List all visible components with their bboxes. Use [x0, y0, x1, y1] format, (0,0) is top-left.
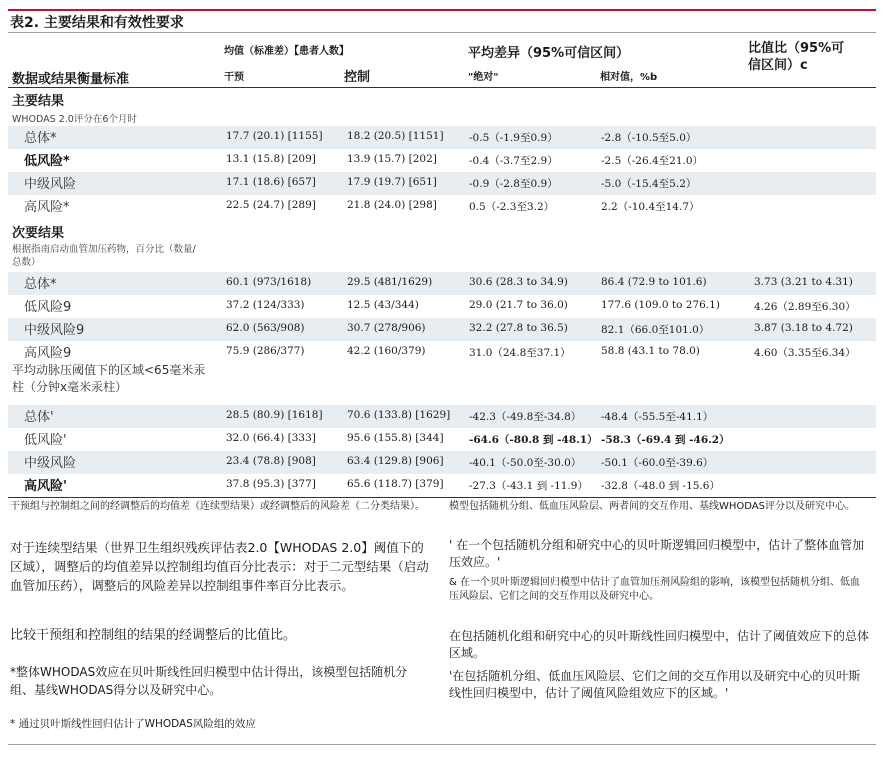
- row-label: 总体': [24, 410, 54, 425]
- footnote-b: 对于连续型结果（世界卫生组织残疾评估表2.0【WHODAS 2.0】阈值下的区域），调整后的均值差异以控制组均值百分比表示：对于二元型结果（启动血管加压药），调整后的风险差异以控制组事件率百分比表示。: [10, 540, 429, 593]
- header-intervention: 干预: [224, 72, 244, 83]
- table-cell-abs: 29.0 (21.7 to 36.0): [469, 299, 568, 311]
- table-row: [8, 195, 876, 218]
- header-odds-ratio: 比值比（95%可信区间）c: [748, 41, 845, 73]
- table-cell-ctl: 30.7 (278/906): [347, 322, 426, 334]
- table-cell-ctl: 21.8 (24.0) [298]: [347, 199, 437, 211]
- table-row: [8, 149, 876, 172]
- table-cell-or: 4.26（2.89至6.30）: [754, 301, 856, 313]
- section-primary: 主要结果: [12, 94, 65, 109]
- row-label: 高风险9: [24, 346, 72, 361]
- table-row: [8, 451, 876, 474]
- table-cell-abs: -0.9（-2.8至0.9）: [469, 178, 558, 190]
- header-absolute: "绝对": [468, 72, 499, 83]
- section-secondary: 次要结果: [12, 226, 65, 241]
- table-title: 表2. 主要结果和有效性要求: [10, 15, 184, 31]
- table-cell-int: 17.7 (20.1) [1155]: [226, 130, 323, 142]
- table-cell-int: 28.5 (80.9) [1618]: [226, 409, 323, 421]
- table-cell-int: 62.0 (563/908): [226, 322, 305, 334]
- footnote-d: *整体WHODAS效应在贝叶斯线性回归模型中估计得出，该模型包括随机分组、基线WHODAS得分以及研究中心。: [10, 665, 408, 697]
- table-cell-or: 3.73 (3.21 to 4.31): [754, 276, 853, 288]
- table-bottom-rule: [8, 497, 876, 498]
- table-cell-rel: -2.5（-26.4至21.0）: [601, 155, 704, 167]
- table-cell-int: 23.4 (78.8) [908]: [226, 455, 316, 467]
- table-cell-or: 3.87 (3.18 to 4.72): [754, 322, 853, 334]
- table-cell-rel: -48.4（-55.5至-41.1）: [601, 411, 714, 423]
- table-cell-abs: 30.6 (28.3 to 34.9): [469, 276, 568, 288]
- table-row: [8, 295, 876, 318]
- row-label: 中级风险: [24, 177, 77, 192]
- table-cell-rel: -58.3（-69.4 到 -46.2）: [601, 434, 730, 446]
- table-cell-abs: -27.3（-43.1 到 -11.9）: [469, 480, 588, 492]
- table-cell-ctl: 70.6 (133.8) [1629]: [347, 409, 451, 421]
- table-cell-ctl: 18.2 (20.5) [1151]: [347, 130, 444, 142]
- table-cell-or: 4.60（3.35至6.34）: [754, 347, 856, 359]
- table-cell-ctl: 17.9 (19.7) [651]: [347, 176, 437, 188]
- table-row: [8, 126, 876, 149]
- header-mean-difference: 平均差异（95%可信区间）: [468, 46, 630, 61]
- page-end-rule: [8, 744, 876, 745]
- secondary-subtitle-vasopressor: 根据指南启动血管加压药物，百分比（数量/总数）: [12, 244, 196, 268]
- secondary-subtitle-map: 平均动脉压阈值下的区域<65毫米汞柱（分钟x毫米汞柱）: [12, 363, 206, 394]
- table-cell-ctl: 63.4 (129.8) [906]: [347, 455, 444, 467]
- table-cell-abs: -0.5（-1.9至0.9）: [469, 132, 558, 144]
- primary-subtitle: WHODAS 2.0评分在6个月时: [12, 114, 137, 125]
- header-measure: 数据或结果衡量标准: [12, 72, 130, 87]
- table-cell-abs: -0.4（-3.7至2.9）: [469, 155, 558, 167]
- table-cell-rel: 58.8 (43.1 to 78.0): [601, 345, 700, 357]
- header-mean-sd-n: 均值（标准差）【患者人数】: [224, 46, 349, 57]
- table-row: [8, 474, 876, 497]
- title-rule: [8, 32, 876, 33]
- row-label: 高风险*: [24, 200, 70, 215]
- row-label: 中级风险9: [24, 323, 85, 338]
- table-cell-int: 37.8 (95.3) [377]: [226, 478, 316, 490]
- table-cell-rel: -32.8（-48.0 到 -15.6）: [601, 480, 720, 492]
- table-cell-ctl: 65.6 (118.7) [379]: [347, 478, 444, 490]
- row-label: 高风险': [24, 479, 67, 494]
- table-cell-rel: -5.0（-15.4至5.2）: [601, 178, 697, 190]
- table-cell-abs: -42.3（-49.8至-34.8）: [469, 411, 582, 423]
- footnote-j: '在包括随机分组、低血压风险层、它们之间的交互作用以及研究中心的贝叶斯线性回归模型中，估计了阈值风险组效应下的区域。': [449, 669, 861, 700]
- header-relative: 相对值，%b: [600, 72, 658, 83]
- row-label: 中级风险: [24, 456, 77, 471]
- row-label: 低风险*: [24, 154, 70, 169]
- table-cell-int: 17.1 (18.6) [657]: [226, 176, 316, 188]
- table-cell-ctl: 29.5 (481/1629): [347, 276, 433, 288]
- header-rule: [8, 87, 876, 88]
- table-cell-abs: -64.6（-80.8 到 -48.1）: [469, 434, 598, 446]
- table-cell-ctl: 42.2 (160/379): [347, 345, 426, 357]
- table-cell-int: 32.0 (66.4) [333]: [226, 432, 316, 444]
- table-cell-rel: 82.1（66.0至101.0）: [601, 324, 710, 336]
- table-cell-int: 13.1 (15.8) [209]: [226, 153, 316, 165]
- table-row: [8, 172, 876, 195]
- table-cell-abs: 31.0（24.8至37.1）: [469, 347, 571, 359]
- table-cell-abs: -40.1（-50.0至-30.0）: [469, 457, 582, 469]
- table-cell-rel: 86.4 (72.9 to 101.6): [601, 276, 707, 288]
- row-label: 低风险': [24, 433, 67, 448]
- footnote-a: 干预组与控制组之间的经调整后的均值差（连续型结果）或经调整后的风险差（二分类结果）。: [10, 501, 425, 512]
- footnote-i: 在包括随机化组和研究中心的贝叶斯线性回归模型中，估计了阈值效应下的总体区域。: [449, 629, 870, 660]
- row-label: 总体*: [24, 277, 57, 292]
- table-row: [8, 428, 876, 451]
- table-cell-int: 22.5 (24.7) [289]: [226, 199, 316, 211]
- top-rule: [8, 9, 876, 11]
- table-cell-abs: 32.2 (27.8 to 36.5): [469, 322, 568, 334]
- table-cell-rel: 177.6 (109.0 to 276.1): [601, 299, 720, 311]
- table-cell-abs: 0.5（-2.3至3.2）: [469, 201, 555, 213]
- table-row: [8, 405, 876, 428]
- table-cell-int: 75.9 (286/377): [226, 345, 305, 357]
- footnote-c: 比较干预组和控制组的结果的经调整后的比值比。: [10, 628, 297, 643]
- table-row: [8, 272, 876, 295]
- table-row: [8, 318, 876, 341]
- table-cell-int: 37.2 (124/333): [226, 299, 305, 311]
- footnote-f: 模型包括随机分组、低血压风险层、两者间的交互作用、基线WHODAS评分以及研究中心。: [449, 501, 855, 512]
- table-cell-rel: -2.8（-10.5至5.0）: [601, 132, 697, 144]
- row-label: 低风险9: [24, 300, 72, 315]
- header-control: 控制: [344, 70, 371, 85]
- table-cell-ctl: 13.9 (15.7) [202]: [347, 153, 437, 165]
- footnote-g: ' 在一个包括随机分组和研究中心的贝叶斯逻辑回归模型中，估计了整体血管加压效应。': [449, 538, 865, 569]
- table-cell-rel: 2.2（-10.4至14.7）: [601, 201, 700, 213]
- table-cell-int: 60.1 (973/1618): [226, 276, 312, 288]
- table-cell-rel: -50.1（-60.0至-39.6）: [601, 457, 714, 469]
- footnote-h: & 在一个贝叶斯逻辑回归模型中估计了血管加压剂风险组的影响，该模型包括随机分组、低血压风险层、它们之间的交互作用以及研究中心。: [449, 577, 860, 602]
- table-cell-ctl: 12.5 (43/344): [347, 299, 419, 311]
- footnote-e: * 通过贝叶斯线性回归估计了WHODAS风险组的效应: [10, 718, 256, 730]
- table-row: [8, 341, 876, 364]
- row-label: 总体*: [24, 131, 57, 146]
- table-cell-ctl: 95.6 (155.8) [344]: [347, 432, 444, 444]
